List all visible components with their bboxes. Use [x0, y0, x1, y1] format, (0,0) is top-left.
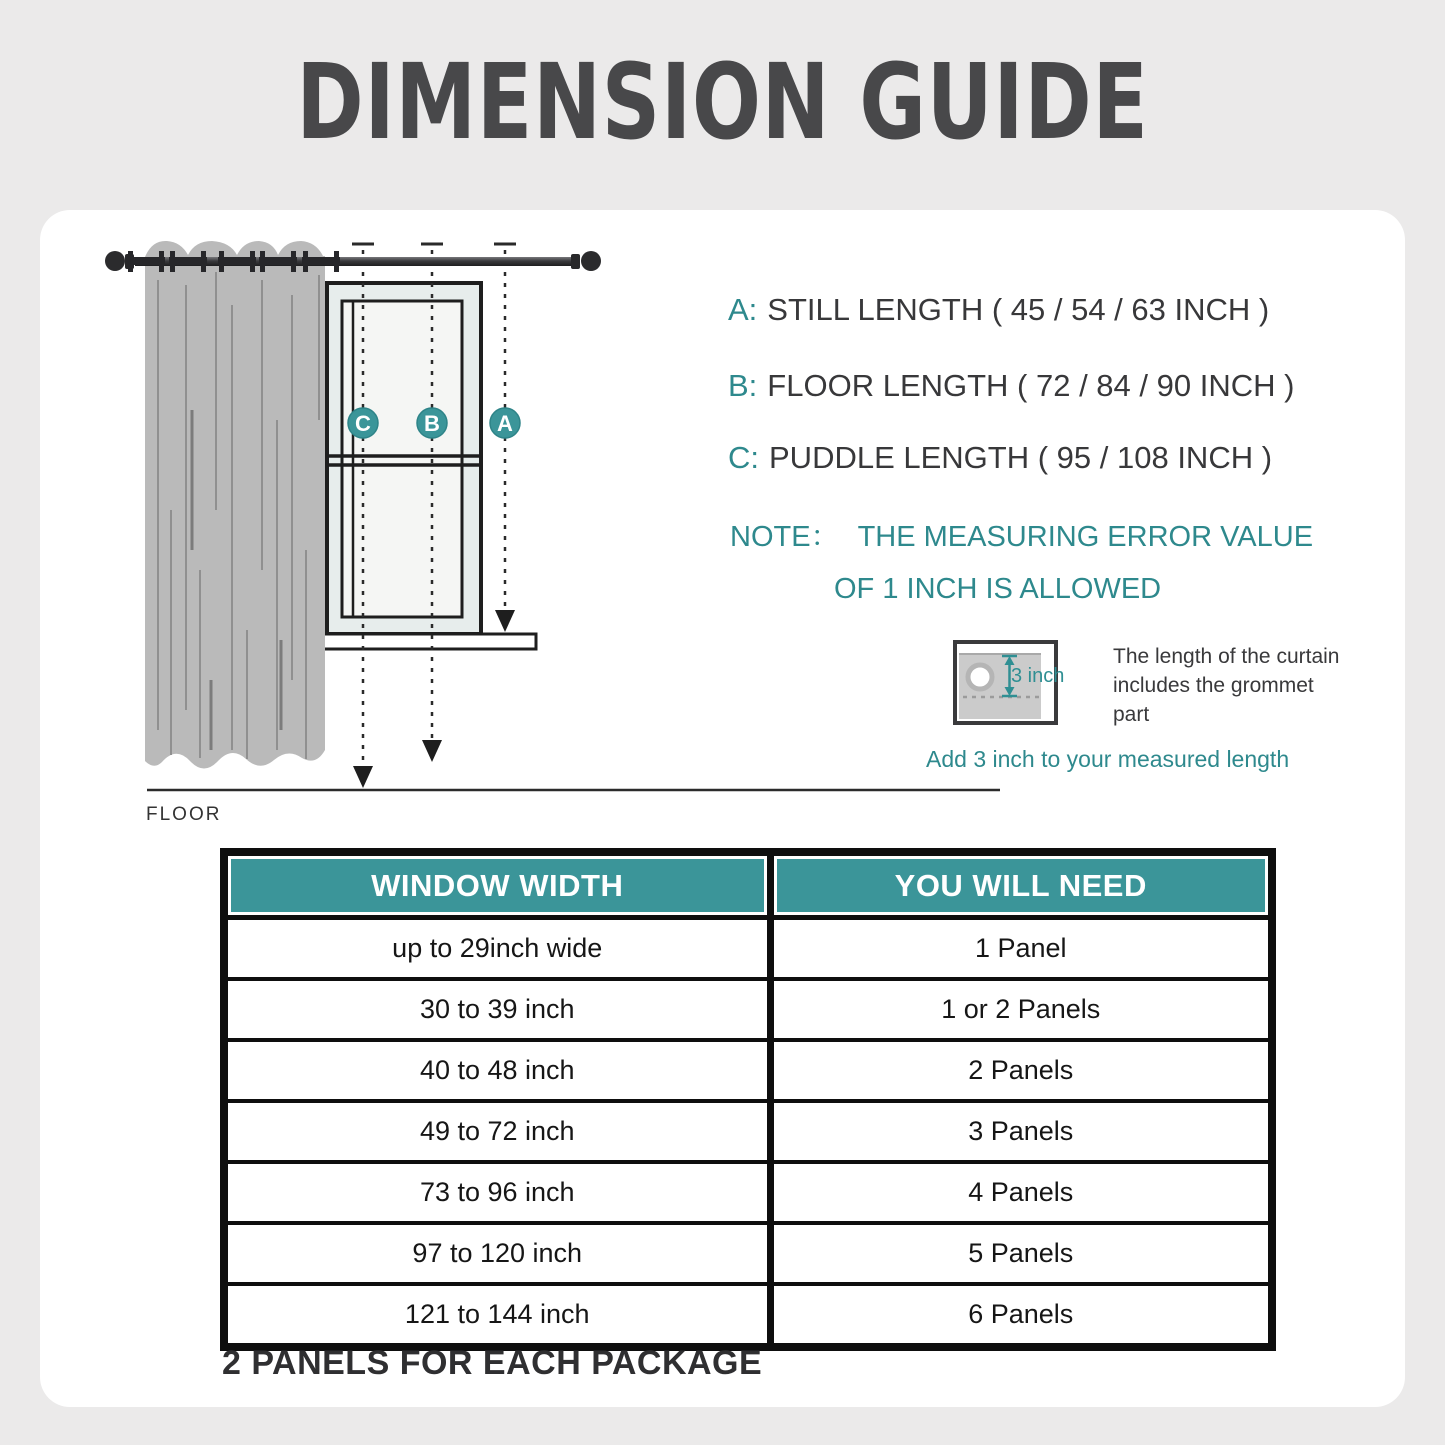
marker-c: C: [355, 411, 371, 436]
grommet-measure-label: 3 inch: [1011, 665, 1065, 687]
table-row: [224, 1284, 1272, 1347]
panels-needed-cell: 2 Panels: [770, 1040, 1272, 1101]
window-width-cell: 30 to 39 inch: [224, 979, 770, 1040]
window-width-cell: 121 to 144 inch: [224, 1284, 770, 1347]
table-row: [224, 1101, 1272, 1162]
panel-size-table: [220, 848, 1276, 1351]
package-note: 2 PANELS FOR EACH PACKAGE: [222, 1344, 763, 1382]
panels-needed-cell: 6 Panels: [770, 1284, 1272, 1347]
rod-finial-left: [105, 251, 125, 271]
length-text-c: PUDDLE LENGTH ( 95 / 108 INCH ): [769, 440, 1273, 475]
floor-label: FLOOR: [146, 804, 222, 825]
panels-needed-cell: 3 Panels: [770, 1101, 1272, 1162]
panels-needed-cell: 4 Panels: [770, 1162, 1272, 1223]
window-width-cell: 49 to 72 inch: [224, 1101, 770, 1162]
window-width-cell: 97 to 120 inch: [224, 1223, 770, 1284]
panels-needed-cell: 1 Panel: [770, 918, 1272, 980]
note-line1: THE MEASURING ERROR VALUE: [857, 521, 1314, 553]
panels-needed-cell: 5 Panels: [770, 1223, 1272, 1284]
rod-finial-right: [581, 251, 601, 271]
table-row: [224, 1223, 1272, 1284]
window-frame: [327, 283, 481, 634]
measure-markers: [348, 408, 520, 438]
curtain: [145, 241, 325, 769]
page-title: DIMENSION GUIDE: [296, 41, 1149, 163]
content-panel: [40, 210, 1405, 1407]
length-line-b: [728, 368, 1294, 404]
length-text-b: FLOOR LENGTH ( 72 / 84 / 90 INCH ): [767, 368, 1295, 403]
grommet-tip: Add 3 inch to your measured length: [926, 746, 1290, 772]
length-key-c: C:: [728, 440, 759, 475]
table-row: [224, 1040, 1272, 1101]
table-row: [224, 1162, 1272, 1223]
length-key-b: B:: [728, 368, 758, 403]
table-header-row: [224, 852, 1272, 918]
window-width-cell: 40 to 48 inch: [224, 1040, 770, 1101]
length-key-a: A:: [728, 292, 758, 327]
marker-b: B: [424, 411, 440, 436]
header-window-width: WINDOW WIDTH: [224, 852, 770, 918]
grommet-description: The length of the curtain includes the grommet part: [1113, 645, 1340, 726]
panels-needed-cell: 1 or 2 Panels: [770, 979, 1272, 1040]
window-width-cell: 73 to 96 inch: [224, 1162, 770, 1223]
header-you-will-need: YOU WILL NEED: [770, 852, 1272, 918]
grommet-figure: [953, 640, 1065, 725]
window-sill: [322, 634, 536, 649]
marker-a: A: [497, 411, 513, 436]
table-row: [224, 918, 1272, 980]
length-line-c: [728, 440, 1272, 476]
length-line-a: [728, 292, 1269, 328]
window-width-cell: up to 29inch wide: [224, 918, 770, 980]
note-label: NOTE：: [730, 521, 840, 553]
length-text-a: STILL LENGTH ( 45 / 54 / 63 INCH ): [767, 292, 1270, 327]
table-row: [224, 979, 1272, 1040]
grommet-ring: [968, 665, 992, 689]
measuring-note: [730, 514, 1313, 606]
note-line2: OF 1 INCH IS ALLOWED: [834, 573, 1162, 605]
